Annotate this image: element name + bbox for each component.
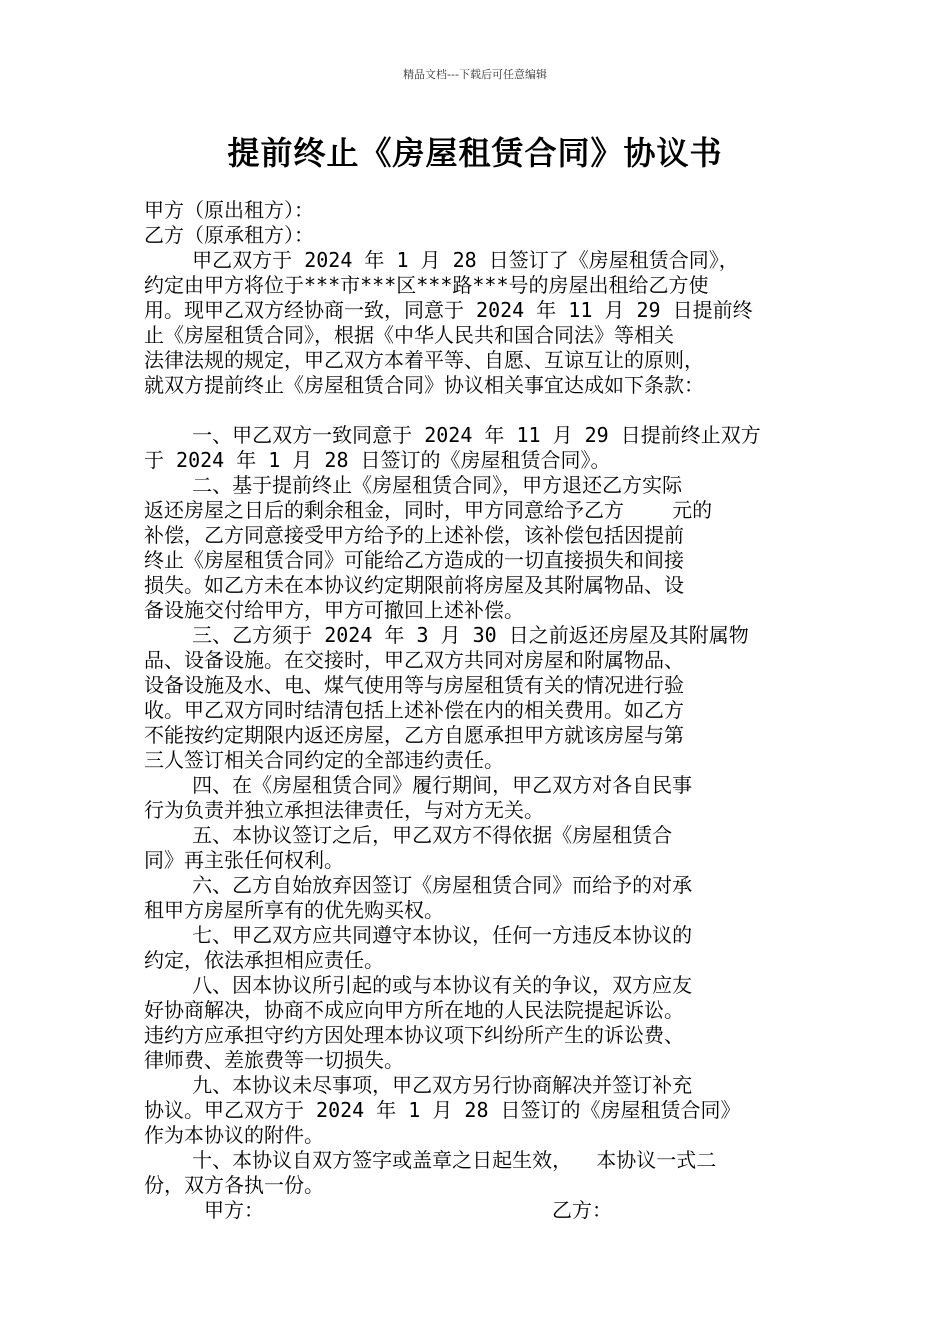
- blank-line: [144, 398, 816, 423]
- clause-line: 一、甲乙双方一致同意于 2024 年 11 月 29 日提前终止双方: [144, 423, 761, 447]
- party-a-signature-label: 甲方：: [204, 1198, 264, 1222]
- document-title: 提前终止《房屋租赁合同》协议书: [227, 134, 723, 172]
- clause-line: 于 2024 年 1 月 28 日签订的《房屋租赁合同》。: [144, 448, 611, 472]
- clause-line: 备设施交付给甲方，甲方可撤回上述补偿。: [144, 598, 524, 622]
- clause-line: 作为本协议的附件。: [144, 1123, 324, 1147]
- clause-line: 七、甲乙双方应共同遵守本协议，任何一方违反本协议的: [144, 923, 693, 947]
- intro-line: 甲乙双方于 2024 年 1 月 28 日签订了《房屋租赁合同》，: [144, 248, 739, 272]
- clause-line: 六、乙方自始放弃因签订《房屋租赁合同》而给予的对承: [144, 873, 693, 897]
- clause-line: 终止《房屋租赁合同》可能给乙方造成的一切直接损失和间接: [144, 548, 684, 572]
- clause-line: 三、乙方须于 2024 年 3 月 30 日之前返还房屋及其附属物: [144, 623, 749, 647]
- agreement-body: [144, 198, 816, 1223]
- clause-line: 三人签订相关合同约定的全部违约责任。: [144, 748, 504, 772]
- clause-line: 五、本协议签订之后，甲乙双方不得依据《房屋租赁合: [144, 823, 673, 847]
- clause-line: 份，双方各执一份。: [144, 1173, 324, 1197]
- clause-line: 租甲方房屋所享有的优先购买权。: [144, 898, 444, 922]
- party-a-label: 甲方（原出租方）：: [144, 198, 314, 222]
- clause-line: 十、本协议自双方签字或盖章之日起生效， 本协议一式二: [144, 1148, 717, 1172]
- intro-line: 止《房屋租赁合同》，根据《中华人民共和国合同法》等相关: [144, 323, 674, 347]
- clause-line: 返还房屋之日后的剩余租金，同时，甲方同意给予乙方 元的: [144, 498, 713, 522]
- clause-line: 好协商解决，协商不成应向甲方所在地的人民法院提起诉讼。: [144, 998, 684, 1022]
- clauses-section: [144, 423, 816, 1198]
- clause-line: 行为负责并独立承担法律责任，与对方无关。: [144, 798, 544, 822]
- clause-line: 九、本协议未尽事项，甲乙双方另行协商解决并签订补充: [144, 1073, 693, 1097]
- clause-line: 律师费、差旅费等一切损失。: [144, 1048, 404, 1072]
- party-b-signature-label: 乙方：: [552, 1198, 612, 1222]
- clause-line: 违约方应承担守约方因处理本协议项下纠纷所产生的诉讼费、: [144, 1023, 684, 1047]
- clause-line: 八、因本协议所引起的或与本协议有关的争议，双方应友: [144, 973, 693, 997]
- clause-line: 补偿，乙方同意接受甲方给予的上述补偿，该补偿包括因提前: [144, 523, 684, 547]
- intro-paragraph: [144, 248, 816, 398]
- signature-row: [144, 1198, 816, 1223]
- clause-line: 二、基于提前终止《房屋租赁合同》，甲方退还乙方实际: [144, 473, 683, 497]
- intro-line: 就双方提前终止《房屋租赁合同》协议相关事宜达成如下条款：: [144, 373, 704, 397]
- clause-line: 协议。甲乙双方于 2024 年 1 月 28 日签订的《房屋租赁合同》: [144, 1098, 741, 1122]
- intro-line: 法律法规的规定，甲乙双方本着平等、自愿、互谅互让的原则，: [144, 348, 704, 372]
- page-header-note: 精品文档---下载后可任意编辑: [403, 68, 547, 81]
- party-b-label: 乙方（原承租方）：: [144, 223, 314, 247]
- intro-line: 用。现甲乙双方经协商一致，同意于 2024 年 11 月 29 日提前终: [144, 298, 753, 322]
- intro-line: 约定由甲方将位于***市***区***路***号的房屋出租给乙方使: [144, 273, 709, 297]
- clause-line: 设备设施及水、电、煤气使用等与房屋租赁有关的情况进行验: [144, 673, 684, 697]
- clause-line: 收。甲乙双方同时结清包括上述补偿在内的相关费用。如乙方: [144, 698, 684, 722]
- clause-line: 四、在《房屋租赁合同》履行期间，甲乙双方对各自民事: [144, 773, 693, 797]
- clause-line: 品、设备设施。在交接时，甲乙双方共同对房屋和附属物品、: [144, 648, 684, 672]
- clause-line: 约定，依法承担相应责任。: [144, 948, 384, 972]
- clause-line: 不能按约定期限内返还房屋，乙方自愿承担甲方就该房屋与第: [144, 723, 684, 747]
- clause-line: 损失。如乙方未在本协议约定期限前将房屋及其附属物品、设: [144, 573, 684, 597]
- clause-line: 同》再主张任何权利。: [144, 848, 344, 872]
